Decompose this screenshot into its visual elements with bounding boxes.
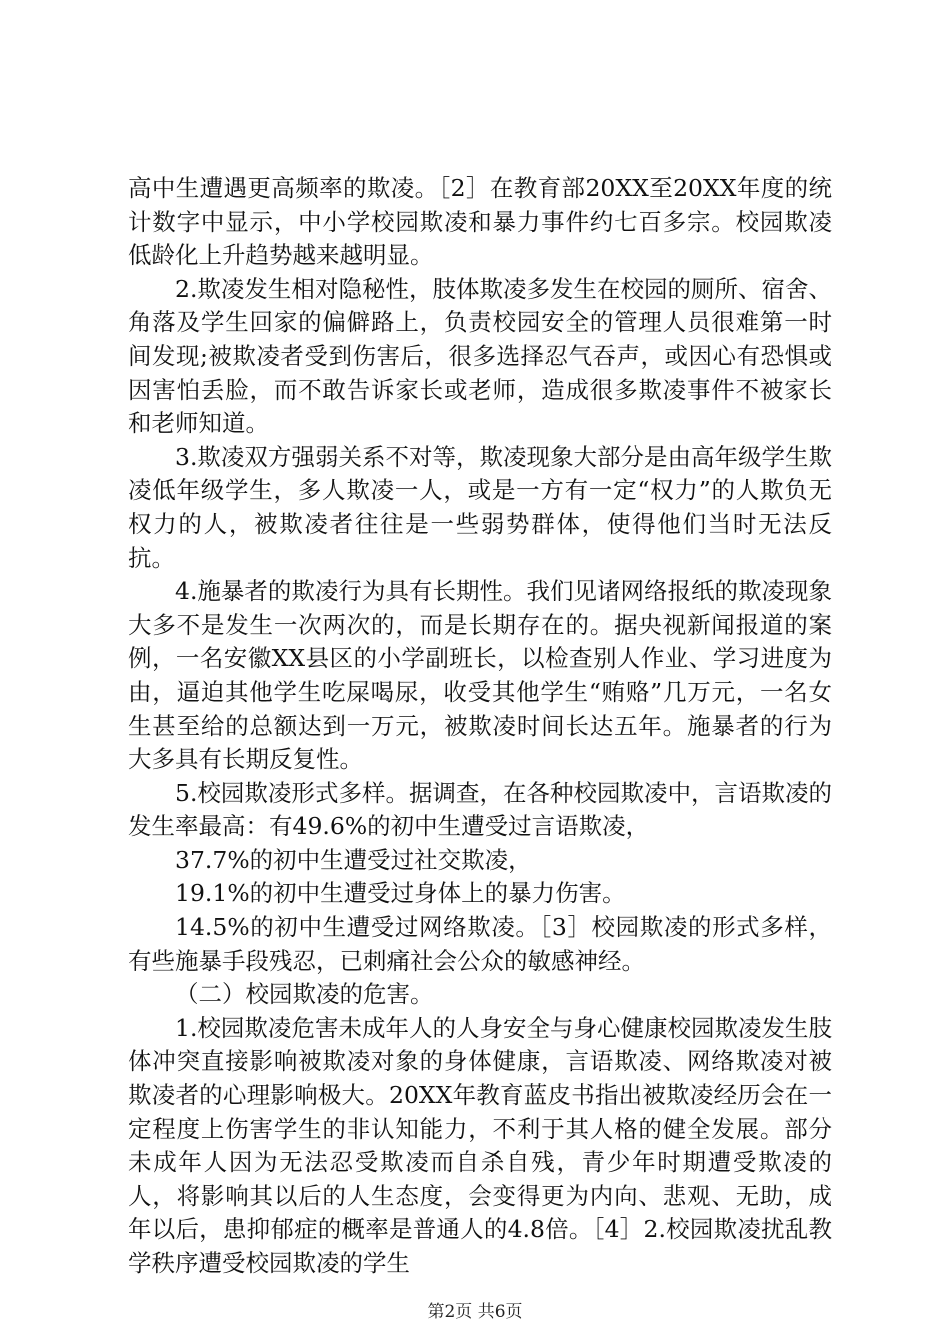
paragraph-continuation: 高中生遭遇更高频率的欺凌。［2］在教育部20XX至20XX年度的统计数字中显示，中小学校园欺凌和暴力事件约七百多宗。校园欺凌低龄化上升趋势越来越明显。	[128, 174, 832, 270]
paragraph-item-5: 5.校园欺凌形式多样。据调查，在各种校园欺凌中，言语欺凌的发生率最高：有49.6%的初中生遭受过言语欺凌，	[128, 778, 832, 841]
paragraph-item-3: 3.欺凌双方强弱关系不对等，欺凌现象大部分是由高年级学生欺凌低年级学生，多人欺凌一人，或是一方有一定“权力”的人欺负无权力的人，被欺凌者往往是一些弱势群体，使得他们当时无法反抗。	[128, 442, 832, 572]
paragraph-stat-social: 37.7%的初中生遭受过社交欺凌，	[175, 845, 532, 874]
paragraph-item-2: 2.欺凌发生相对隐秘性，肢体欺凌多发生在校园的厕所、宿舍、角落及学生回家的偏僻路上，负责校园安全的管理人员很难第一时间发现;被欺凌者受到伤害后，很多选择忍气吞声，或因心有恐惧或因害怕丢脸，而不敢告诉家长或老师，造成很多欺凌事件不被家长和老师知道。	[128, 274, 832, 438]
page-footer: 第2页 共6页	[427, 1302, 523, 1322]
paragraph-stat-physical: 19.1%的初中生遭受过身体上的暴力伤害。	[175, 879, 626, 908]
paragraph-stat-online: 14.5%的初中生遭受过网络欺凌。［3］校园欺凌的形式多样，有些施暴手段残忍，已刺痛社会公众的敏感神经。	[128, 913, 832, 975]
section-heading-harms: （二）校园欺凌的危害。	[175, 980, 434, 1009]
document-body	[128, 172, 832, 1281]
paragraph-item-4: 4.施暴者的欺凌行为具有长期性。我们见诸网络报纸的欺凌现象大多不是发生一次两次的，而是长期存在的。据央视新闻报道的案例，一名安徽XX县区的小学副班长，以检查别人作业、学习进度为由，逼迫其他学生吃屎喝尿，收受其他学生“贿赂”几万元，一名女生甚至给的总额达到一万元，被欺凌时间长达五年。施暴者的行为大多具有长期反复性。	[128, 577, 832, 774]
paragraph-harm-1: 1.校园欺凌危害未成年人的人身安全与身心健康校园欺凌发生肢体冲突直接影响被欺凌对象的身体健康，言语欺凌、网络欺凌对被欺凌者的心理影响极大。20XX年教育蓝皮书指出被欺凌经历会在一定程度上伤害学生的非认知能力，不利于其人格的健全发展。部分未成年人因为无法忍受欺凌而自杀自残，青少年时期遭受欺凌的人，将影响其以后的人生态度，会变得更为内向、悲观、无助，成年以后，患抑郁症的概率是普通人的4.8倍。［4］2.校园欺凌扰乱教学秩序遭受校园欺凌的学生	[128, 1013, 832, 1277]
